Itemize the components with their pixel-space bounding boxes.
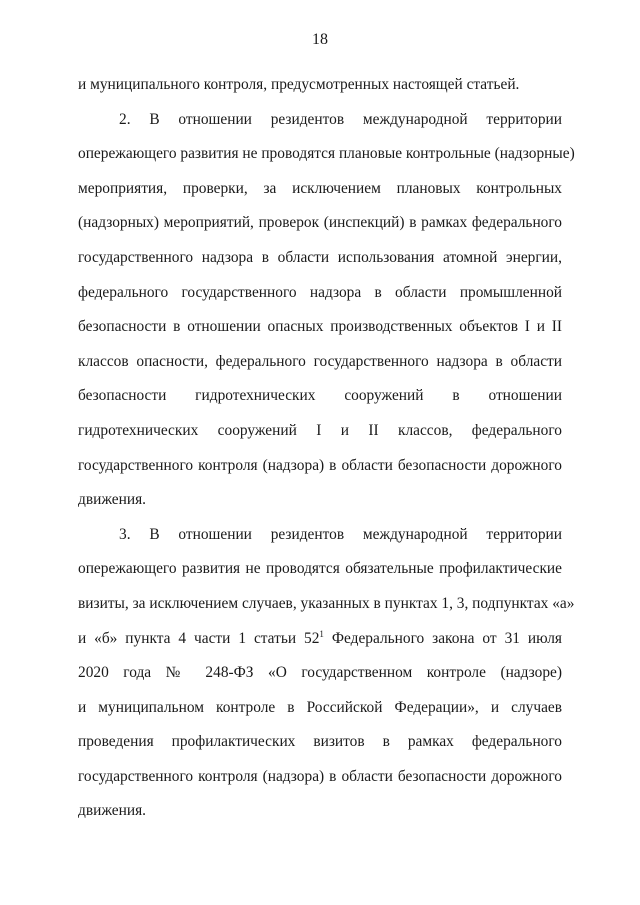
- text-line: безопасности гидротехнических сооружений в отношении: [78, 387, 562, 405]
- paragraph-3: [78, 518, 575, 829]
- text-line: и муниципального контроля, предусмотренных настоящей статьей.: [78, 76, 520, 93]
- text-line: безопасности в отношении опасных производственных объектов I и II: [78, 318, 562, 336]
- text-line: опережающего развития не проводятся плановые контрольные (надзорные): [78, 145, 575, 163]
- paragraph-1: [78, 68, 562, 103]
- text-line: опережающего развития не проводятся обязательные профилактические: [78, 560, 562, 578]
- text-line: 3. В отношении резидентов международной территории: [119, 525, 562, 543]
- text-line: и муниципальном контроле в Российской Федерации», и случаев: [78, 698, 562, 716]
- text-line: государственного контроля (надзора) в области безопасности дорожного: [78, 767, 562, 785]
- text-line: движения.: [78, 491, 146, 509]
- text-line: визиты, за исключением случаев, указанных в пунктах 1, 3, подпунктах «а»: [78, 594, 575, 612]
- superscript: 1: [319, 628, 324, 639]
- text-line: федерального государственного надзора в области промышленной: [78, 283, 562, 301]
- text-line: государственного надзора в области использования атомной энергии,: [78, 248, 562, 266]
- text-line: (надзорных) мероприятий, проверок (инспекций) в рамках федерального: [78, 214, 562, 232]
- text-line: классов опасности, федерального государственного надзора в области: [78, 352, 562, 370]
- page-number: 18: [312, 31, 328, 48]
- text-fragment: Федерального закона от 31 июля: [323, 629, 562, 647]
- text-line: государственного контроля (надзора) в области безопасности дорожного: [78, 456, 562, 474]
- text-line-with-footnote: [78, 622, 562, 657]
- text-line: мероприятия, проверки, за исключением плановых контрольных: [78, 179, 562, 197]
- text-line: 2. В отношении резидентов международной территории: [119, 110, 562, 128]
- text-line: гидротехнических сооружений I и II классов, федерального: [78, 421, 562, 439]
- text-line: проведения профилактических визитов в рамках федерального: [78, 733, 562, 751]
- document-body: [78, 68, 575, 829]
- text-line: 2020 года № 248-ФЗ «О государственном контроле (надзоре): [78, 664, 562, 682]
- paragraph-2: [78, 103, 575, 518]
- text-line: движения.: [78, 802, 146, 820]
- text-fragment: и «б» пункта 4 части 1 статьи 52: [78, 629, 320, 647]
